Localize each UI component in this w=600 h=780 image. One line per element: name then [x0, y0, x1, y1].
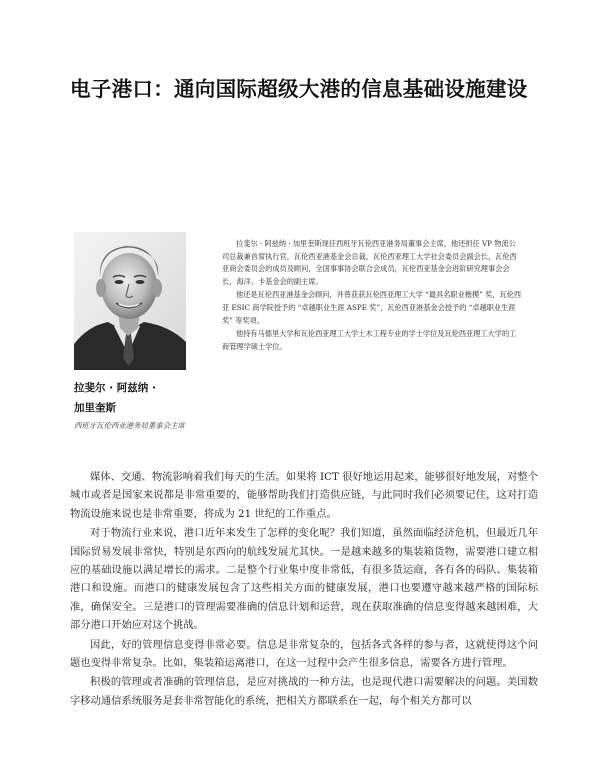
- body-paragraph: 对于物流行业来说，港口近年来发生了怎样的变化呢？我们知道，虽然面临经济危机，但最近几年国际贸易发展非常快，特别是东西向的航线发展尤其快。一是越来越多的集装箱货物，需要港口建立相应的基础设施以满足增长的需求。二是整个行业集中度非常低，有很多货运商，各有各的码队、集装箱港口和设施。而港口的健康发展包含了这些相关方面的健康发展，港口也要遵守越来越严格的国际标准，确保安全。三是港口的管理需要准确的信息计划和运营，现在获取准确的信息变得越来越困难，大部分港口开始应对这个挑战。: [70, 527, 538, 632]
- author-role: 西班牙瓦伦西亚港务局董事会主席: [74, 421, 185, 430]
- body-paragraph: 媒体、交通、物流影响着我们每天的生活。如果将 ICT 很好地运用起来，能够很好地发展，对整个城市或者是国家来说都是非常重要的，能够帮助我们打造供应链，与此同时我们必须要记住，这对打造物流设施来说也是非常重要，将成为 21 世纪的工作重点。: [70, 471, 538, 520]
- author-bio: [222, 238, 522, 354]
- author-bio-paragraph: 拉斐尔 · 阿兹纳 · 加里奎斯现任西班牙瓦伦西亚港务局董事会主席，他还担任 VP 物流公司总裁兼首席执行官，瓦伦西亚港基金会总裁，瓦伦西亚理工大学社会委员会副会长，瓦伦西亚商会委员会的成员及顾问，全国事事协会联合会成员，瓦伦西亚基金会进阶研究理事会会长，海洋、卡基金会的副主席。: [222, 239, 517, 286]
- author-bio-paragraph: 他还是瓦伦西亚港基金会顾问，并曾获获瓦伦西亚理工大学 “最具名职业楷模” 奖，瓦伦西亚 ESIC 商学院授予的 “卓越职业生涯 ASPE 奖”，瓦伦西亚港基金会授予的 “卓越职业生涯奖” 等奖项。: [222, 290, 522, 325]
- article-body: [70, 468, 538, 711]
- body-paragraph: 积极的管理或者准确的管理信息，是应对挑战的一种方法，也是现代港口需要解决的问题。美国数字移动通信系统服务是套非常智能化的系统，把相关方都联系在一起，每个相关方都可以: [70, 676, 538, 707]
- article-title: 电子港口：通向国际超级大港的信息基础设施建设: [70, 77, 528, 101]
- author-portrait: [74, 232, 186, 370]
- author-bio-paragraph: 他持有马德里大学和瓦伦西亚理工大学土木工程专业的学士学位及瓦伦西亚理工大学的工商管理学硕士学位。: [222, 329, 517, 351]
- author-portrait-image: [74, 232, 186, 370]
- author-caption: [74, 378, 194, 432]
- body-paragraph: 因此，好的管理信息变得非常必要。信息是非常复杂的，包括各式各样的参与者，这就使得这个问题也变得非常复杂。比如，集装箱运离港口，在这一过程中会产生很多信息，需要各方进行管理。: [70, 638, 538, 670]
- author-name-line1: 拉斐尔 · 阿兹纳 ·: [74, 382, 156, 394]
- author-name-line2: 加里奎斯: [74, 402, 116, 414]
